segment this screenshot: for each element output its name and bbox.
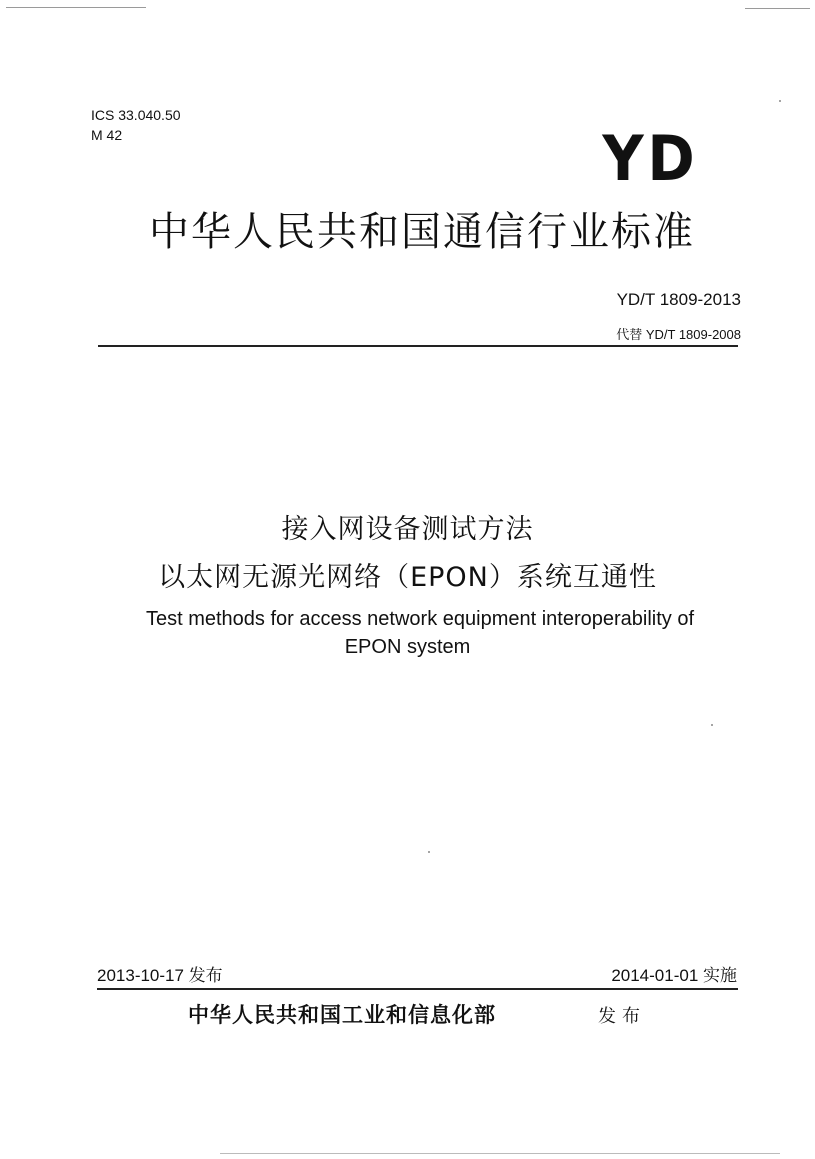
scan-artifact-line bbox=[220, 1153, 780, 1154]
publisher-name: 中华人民共和国工业和信息化部 bbox=[188, 1002, 496, 1027]
classification-codes bbox=[91, 105, 181, 145]
standard-number: YD/T 1809-2013 bbox=[616, 290, 741, 309]
organization-title: 中华人民共和国通信行业标准 bbox=[149, 209, 695, 255]
title-english-line2: EPON system bbox=[344, 636, 471, 658]
replaces-standard: 代替 YD/T 1809-2008 bbox=[616, 327, 741, 342]
publish-label: 发布 bbox=[598, 1006, 646, 1027]
scan-artifact-line bbox=[745, 8, 810, 9]
footer-divider bbox=[97, 988, 738, 990]
scan-artifact-line bbox=[6, 7, 146, 8]
scan-speck bbox=[779, 100, 781, 102]
title-english-line1: Test methods for access network equipment interoperability of bbox=[145, 608, 695, 630]
scan-speck bbox=[711, 724, 713, 726]
title-chinese-line1: 接入网设备测试方法 bbox=[281, 514, 534, 545]
implement-date: 2014-01-01 实施 bbox=[611, 966, 737, 985]
category-code: M 42 bbox=[91, 127, 123, 143]
scan-speck bbox=[428, 851, 430, 853]
yd-logo: YD bbox=[601, 122, 698, 195]
issue-date: 2013-10-17 发布 bbox=[97, 966, 223, 985]
ics-code: ICS 33.040.50 bbox=[91, 107, 181, 123]
title-chinese-line2: 以太网无源光网络（EPON）系统互通性 bbox=[158, 562, 657, 593]
header-divider bbox=[98, 345, 738, 347]
